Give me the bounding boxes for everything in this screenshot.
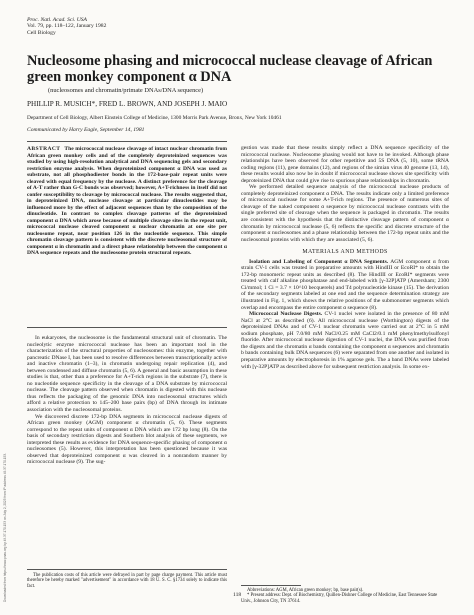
body-right-column	[241, 145, 449, 585]
methods-paragraph	[241, 311, 449, 370]
download-notice: Downloaded from https://www.pnas.org by 49.37.170.153 on July 2, 2025 from IP address 49.37.170.153.	[3, 453, 7, 602]
abstract-label: ABSTRACT	[27, 146, 61, 152]
abstract-bottom-rule	[27, 327, 227, 328]
body-paragraph: We discovered discrete 172-bp DNA segments in micrococcal nuclease digests of African green monkey (AGM) component α chromatin (5, 6). These segments correspond to the repeat units of component α DNA which are 172 bp long (8). On the basis of secondary restriction digests and Southern blot analysis of these segments, we interpreted these results as evidence for DNA sequence-specific phasing of component α nucleosomes (5). However, this interpretation has been questioned because it was observed that deproteinized component α was cleaved in a nonrandom manner by micrococcal nuclease (9). The sug-	[27, 413, 227, 466]
footnote-rule-right	[241, 585, 301, 586]
abstract-top-rule	[27, 141, 227, 142]
abbreviation-footnotes	[241, 588, 449, 604]
abstract	[27, 146, 227, 322]
article-title: Nucleosome phasing and micrococcal nuclease cleavage of African green monkey component α DNA	[27, 53, 433, 85]
body-left-column	[27, 335, 227, 563]
body-paragraph: gestion was made that these results simply reflect a DNA sequence specificity of the micrococcal nuclease. Nucleosome phasing would not have to be invoked. Although phase relationships have been observed for other repetitive and 5S DNA (5, 10), some tRNA coding regions (11), gene domains (12), and regions of the simian virus 40 genome (13, 14), these results would also now be in doubt if micrococcal nuclease shows site specificity with deproteinized DNA that could give rise to spurious phase relationships in chromatin.	[241, 145, 449, 184]
journal-section: Cell Biology	[27, 29, 56, 36]
page-number: 118	[233, 592, 242, 598]
article-keywords: (nucleosomes and chromatin/primate DNAs/DNA sequence)	[48, 87, 204, 94]
methods-text: AGM component α from strain CV-1 cells was treated in preparative amounts with HindIII or EcoRI* to obtain the 172-bp monomeric repeat units as described (8). The HindIII or EcoRI* segments were treated with calf alkaline phosphatase and end-labeled with [γ-32P]ATP (Amersham; 2300 Ci/mmol; 1 Ci = 3.7 × 10^10 becquerels) and T4 polynucleotide kinase (15). The derivation of the secondary segments labeled at one end and the sequence determination strategy are illustrated in Fig. 1, which shows the relative positions of the submonomer segments which overlap and encompass the entire component α sequence (8).	[241, 258, 449, 311]
journal-header	[27, 17, 106, 36]
body-paragraph: We performed detailed sequence analysis of the micrococcal nuclease products of completely deproteinized component α DNA. The results indicate only a limited preference of micrococcal nuclease for some A+T-rich regions. The presence of numerous sites of cleavage of the naked component α sequence by micrococcal nuclease contrasts with the single preferred site of cleavage when the sequence is packaged in chromatin. The results are consistent with the hypothesis that the distinctive cleavage pattern of component α chromatin by micrococcal nuclease (5, 6) reflects the specific and discrete structure of the component α nucleosomes and a phase relationship between the 172-bp repeat units and the nucleosomal proteins with which they are associated (5, 6).	[241, 184, 449, 243]
communicated-by: Communicated by Harry Eagle, September 14, 1981	[27, 127, 145, 133]
author-affiliation: Department of Cell Biology, Albert Einstein College of Medicine, 1300 Morris Park Avenue, Bronx, New York 10461	[27, 115, 282, 121]
methods-paragraph	[241, 259, 449, 311]
journal-volume: Vol. 79, pp. 118–122, January 1982	[27, 23, 107, 30]
abstract-text: The micrococcal nuclease cleavage of intact nuclear chromatin from African green monkey cells and of the completely deproteinized sequences was studied by using high-resolution analytical and DNA sequencing gels and secondary restriction enzyme analysis. When deproteinized component α DNA was used as substrate, not all phosphodiester bonds in the 172-base-pair repeat units were cleaved with equal frequency by the nuclease. A distinct preference for the cleavage of A-T rather than G-C bonds was observed; however, A+T-richness in itself did not confer susceptibility to cleavage by micrococcal nuclease. The results suggested that, in deproteinized DNA, nuclease cleavage at particular dinucleotides may be influenced more by the effect of adjacent sequences than by the composition of the dinucleotide. In contrast to complex cleavage patterns of the deproteinized component α DNA which arose because of multiple cleavage sites in the repeat unit, micrococcal nuclease cleaved component α nuclear chromatin at one site per nucleosome repeat, near position 126 in the nucleotide sequence. This simple chromatin cleavage pattern is consistent with the discrete nucleosomal structure of component α in chromatin and a direct phase relationship between the component α DNA sequence repeats and the nucleosome protein structural repeats.	[27, 146, 227, 256]
methods-text: CV-1 nuclei were isolated in the presence of 80 mM NaCl at 2°C as described (6). All micrococcal nuclease (Worthington) digests of the deproteinized DNAs and of CV-1 nuclear chromatin were carried out at 2°C in 5 mM sodium phosphate, pH 7.0/80 mM NaCl/0.25 mM CaCl2/0.1 mM phenylmethylsulfonyl fluoride. After micrococcal nuclease digestion of CV-1 nuclei, the DNA was purified from the digests and the chromatin α bands containing the component α sequences and chromatin b bands containing bulk DNA sequences (6) were separated from one another and isolated in preparative amounts by electrophoresis in 1% agarose gels. The a band DNAs were labeled with [γ-32P]ATP as described above for subsequent restriction analysis. In some ex-	[241, 311, 449, 370]
run-in-heading: Micrococcal Nuclease Digests.	[249, 311, 323, 318]
publication-cost-footnote	[27, 573, 227, 589]
footnote-text: Abbreviations: AGM, African green monkey; bp, base pair(s).	[247, 588, 364, 593]
journal-name: Proc. Natl. Acad. Sci. USA	[27, 17, 87, 23]
section-heading: MATERIALS AND METHODS	[302, 249, 388, 256]
footnote-text: The publication costs of this article were defrayed in part by page charge payment. This article must therefore be hereby marked "advertisement" in accordance with 18 U. S. C. §1734 solely to indicate this fact.	[27, 573, 227, 589]
footnote-rule	[27, 569, 227, 570]
footnote-text: * Present address: Dept. of Biochemistry, Quillen-Dishner College of Medicine, East Tennessee State Univ., Johnson City, TN 37614.	[241, 593, 438, 604]
body-paragraph: In eukaryotes, the nucleosome is the fundamental structural unit of chromatin. The nucleolytic enzyme micrococcal nuclease has been an important tool in the characterization of the structural properties of nucleosomes: this enzyme, together with pancreatic DNase I, has been used to resolve differences between transcriptionally active and inactive chromatin (1–3), in chromatin undergoing repair replication (4), and between condensed and diffuse chromatin (5, 6). A general and basic assumption in these studies is that, other than a preference for A+T-rich regions in the substrate (7), there is no nucleotide sequence specificity in the cleavage of a DNA substrate by micrococcal nuclease. The cleavage pattern observed when chromatin is digested with this nuclease thus reflects the packaging of the genomic DNA into nucleosomal structures which afford a relative protection to 145–200 base pairs (bp) of DNA through its intimate association with the nucleosomal proteins.	[27, 335, 227, 414]
article-authors: PHILLIP R. MUSICH*, FRED L. BROWN, AND JOSEPH J. MAIO	[27, 100, 228, 108]
run-in-heading: Isolation and Labeling of Component α DNA Segments.	[249, 258, 389, 265]
